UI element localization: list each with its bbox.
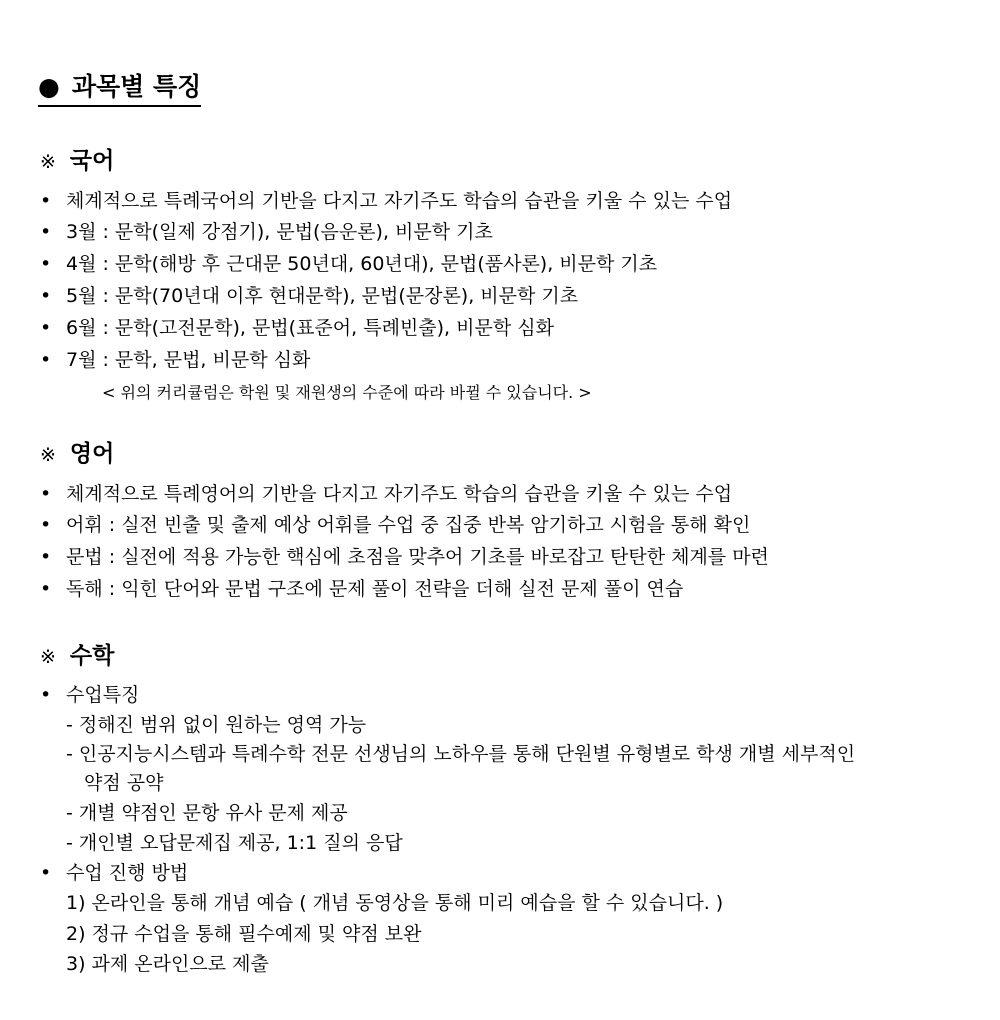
section-title-korean — [40, 146, 114, 177]
bullet-icon: • — [40, 349, 52, 371]
list-item — [40, 861, 188, 885]
list-item — [40, 189, 732, 213]
bullet-icon: • — [40, 483, 52, 505]
list-item-text: 수업특징 — [66, 684, 140, 706]
bullet-icon: • — [40, 862, 52, 884]
reference-mark-icon: ※ — [40, 151, 56, 173]
list-item — [40, 284, 578, 308]
bullet-icon: • — [40, 317, 52, 339]
sub-item: - 개별 약점인 문항 유사 문제 제공 — [66, 802, 348, 824]
list-item-text: 수업 진행 방법 — [66, 862, 189, 884]
list-item-text: 7월 : 문학, 문법, 비문학 심화 — [66, 349, 311, 371]
list-item-text: 문법 : 실전에 적용 가능한 핵심에 초점을 맞추어 기초를 바로잡고 탄탄한 체계를 마련 — [66, 546, 769, 568]
page-title — [38, 70, 201, 107]
list-item — [40, 577, 683, 601]
list-item — [40, 482, 732, 506]
method-item: 2) 정규 수업을 통해 필수예제 및 약점 보완 — [66, 923, 422, 945]
list-item-text: 독해 : 익힌 단어와 문법 구조에 문제 풀이 전략을 더해 실전 문제 풀이 연습 — [66, 578, 684, 600]
method-item: 1) 온라인을 통해 개념 예습 ( 개념 동영상을 통해 미리 예습을 할 수 있습니다. ) — [66, 892, 724, 914]
list-item — [40, 252, 657, 276]
method-item: 3) 과제 온라인으로 제출 — [66, 953, 269, 975]
bullet-icon: • — [40, 546, 52, 568]
bullet-icon: • — [40, 221, 52, 243]
list-item — [40, 316, 554, 340]
bullet-icon: • — [40, 514, 52, 536]
section-title-english — [40, 439, 114, 470]
bullet-icon: • — [40, 253, 52, 275]
sub-item-continuation: 약점 공약 — [84, 772, 164, 794]
list-item-text: 3월 : 문학(일제 강점기), 문법(음운론), 비문학 기초 — [66, 221, 493, 243]
list-item-text: 어휘 : 실전 빈출 및 출제 예상 어휘를 수업 중 집중 반복 암기하고 시험을 통해 확인 — [66, 514, 751, 536]
list-item — [40, 513, 750, 537]
bullet-icon: • — [40, 285, 52, 307]
black-circle-icon: ● — [38, 72, 60, 101]
section-title-text: 국어 — [69, 148, 115, 174]
sub-item: - 인공지능시스템과 특례수학 전문 선생님의 노하우를 통해 단원별 유형별로 학생 개별 세부적인 — [66, 743, 856, 765]
list-item — [40, 683, 139, 707]
section-title-text: 영어 — [69, 441, 115, 467]
list-item-text: 체계적으로 특례국어의 기반을 다지고 자기주도 학습의 습관을 키울 수 있는 수업 — [66, 190, 733, 212]
reference-mark-icon: ※ — [40, 646, 56, 668]
section-title-text: 수학 — [69, 643, 115, 669]
list-item — [40, 220, 493, 244]
reference-mark-icon: ※ — [40, 444, 56, 466]
list-item-text: 체계적으로 특례영어의 기반을 다지고 자기주도 학습의 습관을 키울 수 있는 수업 — [66, 483, 733, 505]
bullet-icon: • — [40, 190, 52, 212]
bullet-icon: • — [40, 684, 52, 706]
list-item — [40, 348, 310, 372]
list-item-text: 4월 : 문학(해방 후 근대문 50년대, 60년대), 문법(품사론), 비문학 기초 — [66, 253, 658, 275]
list-item-text: 5월 : 문학(70년대 이후 현대문학), 문법(문장론), 비문학 기초 — [66, 285, 579, 307]
list-item-text: 6월 : 문학(고전문학), 문법(표준어, 특례빈출), 비문학 심화 — [66, 317, 554, 339]
sub-item: - 정해진 범위 없이 원하는 영역 가능 — [66, 714, 367, 736]
sub-item: - 개인별 오답문제집 제공, 1:1 질의 응답 — [66, 832, 403, 854]
curriculum-note: < 위의 커리큘럼은 학원 및 재원생의 수준에 따라 바뀔 수 있습니다. > — [102, 383, 592, 402]
list-item — [40, 545, 769, 569]
bullet-icon: • — [40, 578, 52, 600]
section-title-math — [40, 641, 114, 672]
page-title-text: 과목별 특징 — [71, 72, 202, 101]
